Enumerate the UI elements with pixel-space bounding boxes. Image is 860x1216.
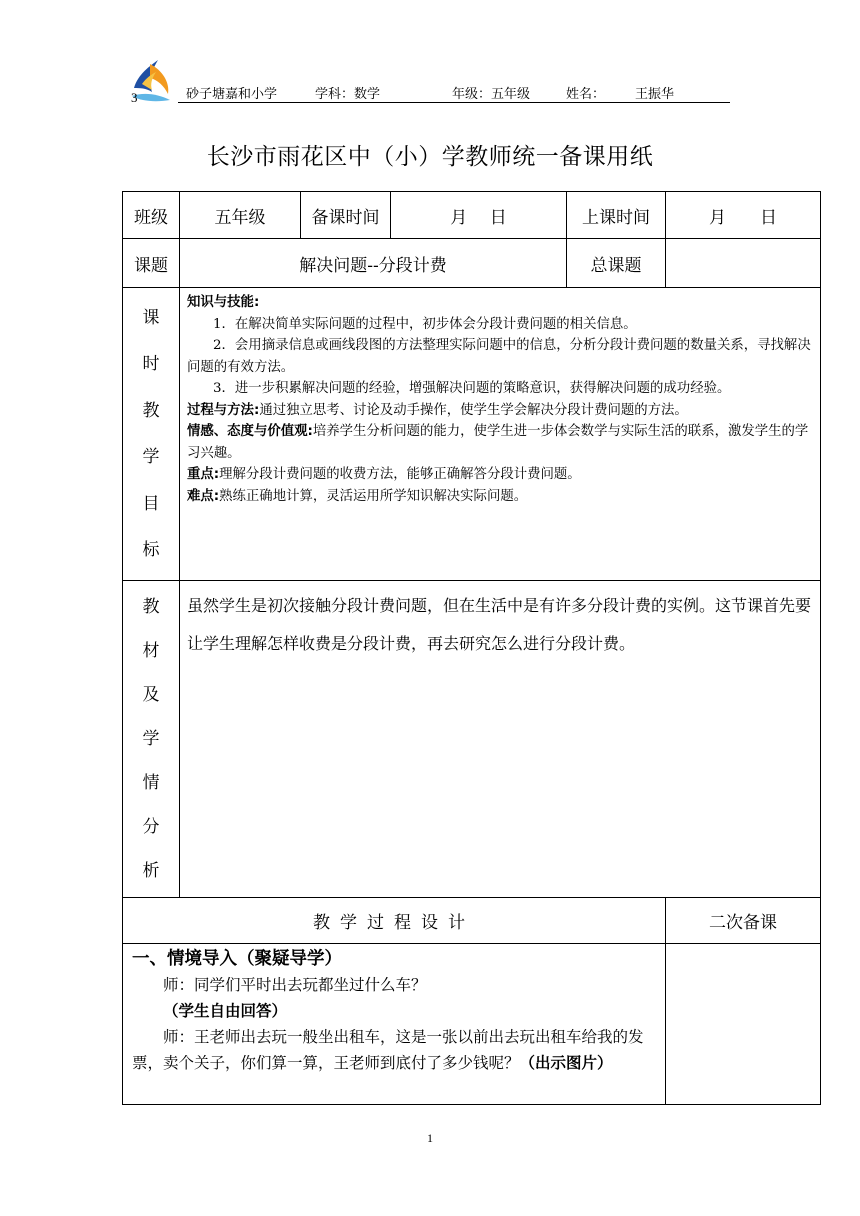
page-number: 1: [427, 1131, 433, 1145]
process-text: 通过独立思考、讨论及动手操作，使学生学会解决分段计费问题的方法。: [259, 402, 688, 418]
process-line-1: 师：同学们平时出去玩都坐过什么车？: [163, 976, 427, 994]
logo-number: 3: [131, 90, 138, 105]
name-label: 姓名：: [566, 87, 606, 102]
process-line-3: 师：王老师出去玩一般坐出租车，这是一张以前出去玩出租车给我的发票，卖个关子，你们算一算，王老师到底付了多少钱呢？: [132, 1028, 644, 1072]
subject-label: 学科：数学: [315, 87, 381, 102]
section-heading: 一、情境导入（聚疑导学）: [132, 949, 342, 969]
total-topic-value: [666, 239, 821, 288]
class-value: 五年级: [180, 192, 301, 239]
table-row: [123, 581, 821, 898]
goals-label: 课 时 教 学 目 标: [123, 288, 180, 581]
total-topic-label: 总课题: [567, 239, 666, 288]
table-row: [123, 898, 821, 944]
table-row: [123, 944, 821, 1105]
lesson-plan-table: [122, 191, 821, 1105]
table-row: [123, 192, 821, 239]
process-heading: 过程与方法:: [187, 402, 260, 418]
emotion-heading: 情感、态度与价值观:: [187, 424, 313, 439]
table-row: [123, 239, 821, 288]
prep-time-value: 月 日: [391, 192, 567, 239]
second-prep-heading: 二次备课: [666, 898, 821, 944]
document-title: 长沙市雨花区中（小）学教师统一备课用纸: [206, 144, 654, 170]
process-line-3-tail: （出示图片）: [519, 1054, 613, 1072]
lesson-time-label: 上课时间: [567, 192, 666, 239]
knowledge-item-3: 3．进一步积累解决问题的经验，增强解决问题的策略意识，获得解决问题的成功经验。: [213, 381, 731, 396]
process-content: [123, 944, 666, 1105]
analysis-label: 教 材 及 学 情 分 析: [123, 581, 180, 898]
emotion-text: 培养学生分析问题的能力，使学生进一步体会数学与实际生活的联系，激发学生的学习兴趣。: [187, 424, 809, 461]
process-line-2: （学生自由回答）: [163, 1002, 288, 1020]
design-heading: 教学过程设计: [123, 898, 666, 944]
second-prep-content: [666, 944, 821, 1105]
analysis-content: 虽然学生是初次接触分段计费问题，但在生活中是有许多分段计费的实例。这节课首先要让学生理解怎样收费是分段计费，再去研究怎么进行分段计费。: [180, 581, 821, 898]
knowledge-heading: 知识与技能:: [187, 295, 260, 310]
lesson-time-value: 月 日: [666, 192, 821, 239]
difficult-point-text: 熟练正确地计算，灵活运用所学知识解决实际问题。: [219, 488, 528, 504]
table-row: [123, 288, 821, 581]
difficult-point-heading: 难点:: [187, 488, 220, 504]
header-divider: [178, 102, 730, 103]
school-name: 砂子塘嘉和小学: [186, 87, 278, 102]
prep-time-label: 备课时间: [301, 192, 391, 239]
teacher-name: 王振华: [635, 87, 675, 102]
knowledge-item-1: 1．在解决简单实际问题的过程中，初步体会分段计费问题的相关信息。: [213, 316, 637, 332]
knowledge-item-2: 2．会用摘录信息或画线段图的方法整理实际问题中的信息，分析分段计费问题的数量关系，寻找解决问题的有效方法。: [187, 338, 811, 375]
topic-value: 解决问题--分段计费: [180, 239, 567, 288]
key-point-text: 理解分段计费问题的收费方法，能够正确解答分段计费问题。: [219, 467, 581, 482]
goals-content: [180, 288, 821, 581]
topic-label: 课题: [123, 239, 180, 288]
key-point-heading: 重点:: [187, 467, 220, 482]
grade-label: 年级：五年级: [452, 87, 531, 102]
class-label: 班级: [123, 192, 180, 239]
